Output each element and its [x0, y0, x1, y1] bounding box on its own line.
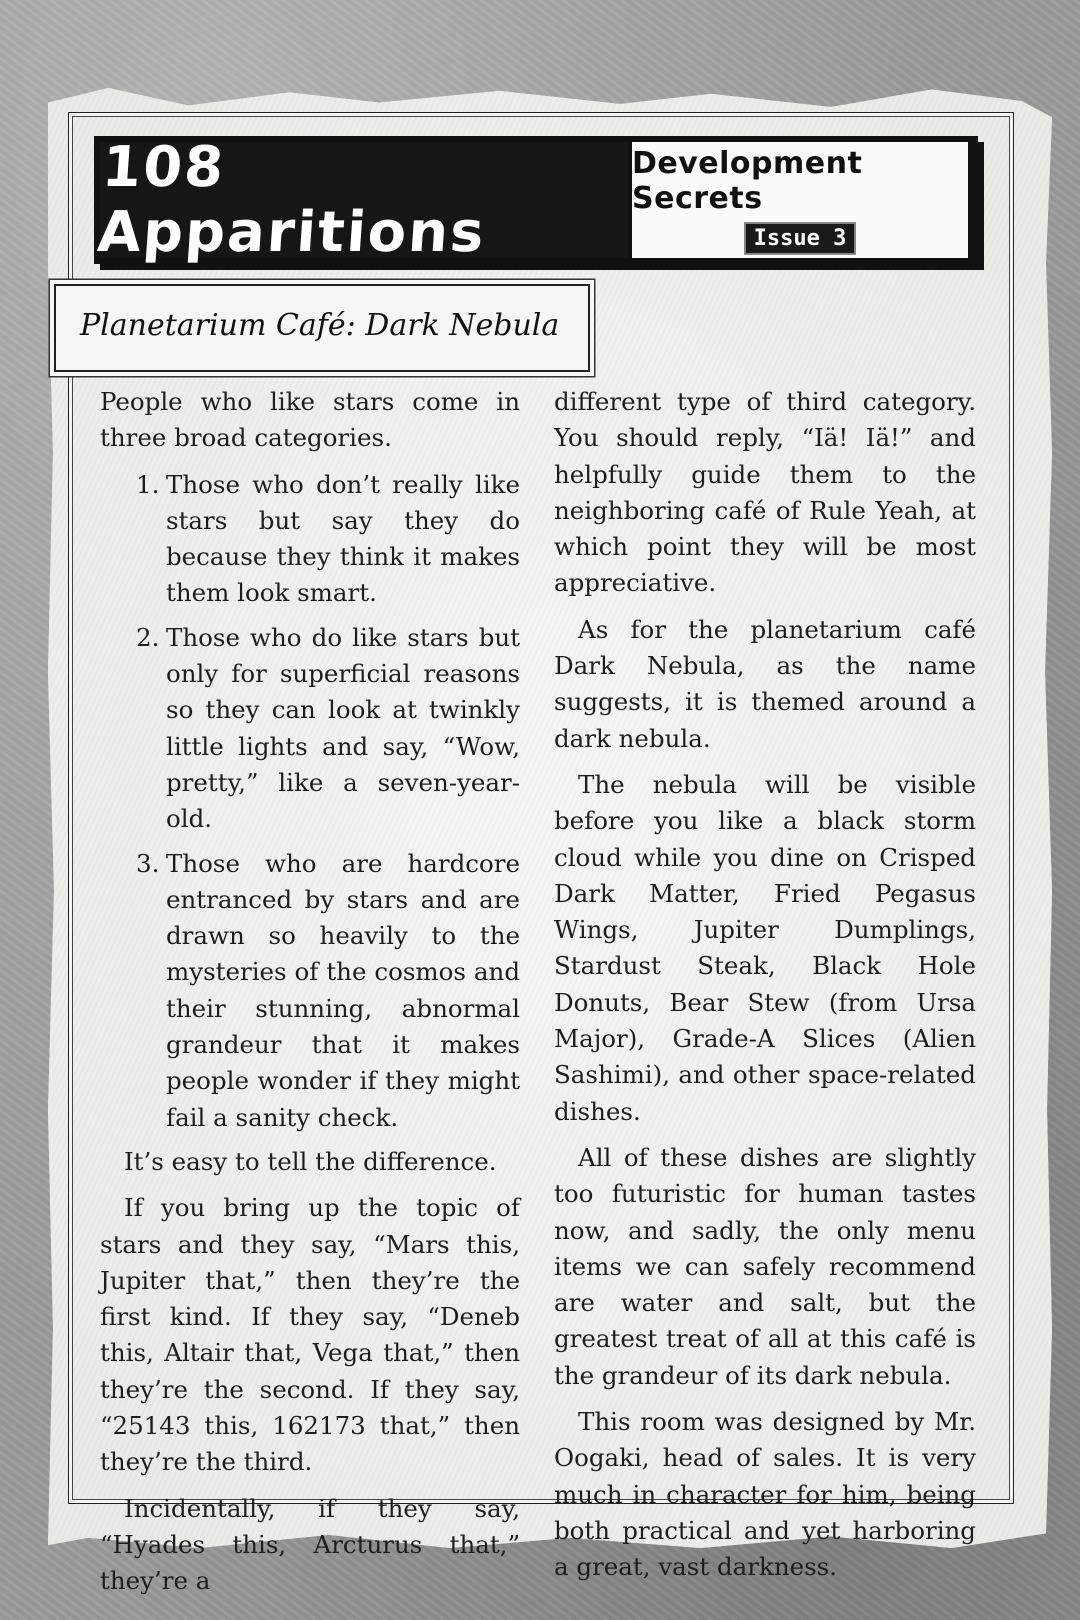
- intro-paragraph: People who like stars come in three broad categories.: [100, 387, 520, 453]
- masthead-title: 108 Apparitions: [95, 135, 488, 265]
- list-number: 1.: [136, 469, 160, 499]
- paragraph: As for the planetarium café Dark Nebula, as the name suggests, it is themed around a dark nebula.: [554, 614, 976, 753]
- list-text: Those who don’t really like stars but say they do because they think it makes them look smart.: [166, 469, 520, 608]
- left-column: [100, 384, 520, 1610]
- paragraph: This room was designed by Mr. Oogaki, head of sales. It is very much in character for him, being both practical and yet harboring a great, vast darkness.: [554, 1407, 976, 1582]
- list-text: Those who do like stars but only for superficial reasons so they can look at twinkly little lights and say, “Wow, pretty,” like a seven-year-old.: [166, 622, 520, 834]
- category-list: [100, 467, 520, 1136]
- masthead: [94, 136, 978, 264]
- masthead-subtitle: Development Secrets: [632, 145, 863, 216]
- paragraph: different type of third category. You should reply, “Iä! Iä!” and helpfully guide them to the neighboring café of Rule Yeah, at which point they will be most appreciative.: [554, 387, 976, 598]
- paragraph: Incidentally, if they say, “Hyades this, Arcturus that,” they’re a: [100, 1493, 520, 1596]
- list-text: Those who are hardcore entranced by stars and are drawn so heavily to the mysteries of the cosmos and their stunning, abnormal grandeur that it makes people wonder if they might fail a sanity check.: [166, 848, 520, 1132]
- issue-badge: Issue 3: [744, 222, 857, 255]
- paragraph: All of these dishes are slightly too futuristic for human tastes now, and sadly, the only menu items we can safely recommend are water and salt, but the greatest treat of all at this café is the grandeur of its dark nebula.: [554, 1142, 976, 1390]
- list-item: [100, 846, 520, 1136]
- list-number: 2.: [136, 622, 160, 652]
- masthead-subtitle-panel: [632, 142, 968, 258]
- list-item: [100, 467, 520, 612]
- right-column: [554, 384, 976, 1596]
- paragraph: The nebula will be visible before you like a black storm cloud while you dine on Crisped Dark Matter, Fried Pegasus Wings, Jupiter Dumplings, Stardust Steak, Black Hole Donuts, Bear Stew (from Ursa Major), Grade-A Slices (Alien Sashimi), and other space-related dishes.: [554, 769, 976, 1126]
- section-title-box: [54, 284, 590, 372]
- list-item: [100, 620, 520, 838]
- paragraph: If you bring up the topic of stars and they say, “Mars this, Jupiter that,” then they’re the first kind. If they say, “Deneb this, Altair that, Vega that,” then they’re the second. If they say, “25143 this, 162173 that,” then they’re the third.: [100, 1193, 520, 1477]
- section-title: Planetarium Café: Dark Nebula: [80, 308, 560, 343]
- paragraph: It’s easy to tell the difference.: [124, 1146, 497, 1176]
- list-number: 3.: [136, 848, 160, 878]
- masthead-title-panel: [95, 135, 628, 265]
